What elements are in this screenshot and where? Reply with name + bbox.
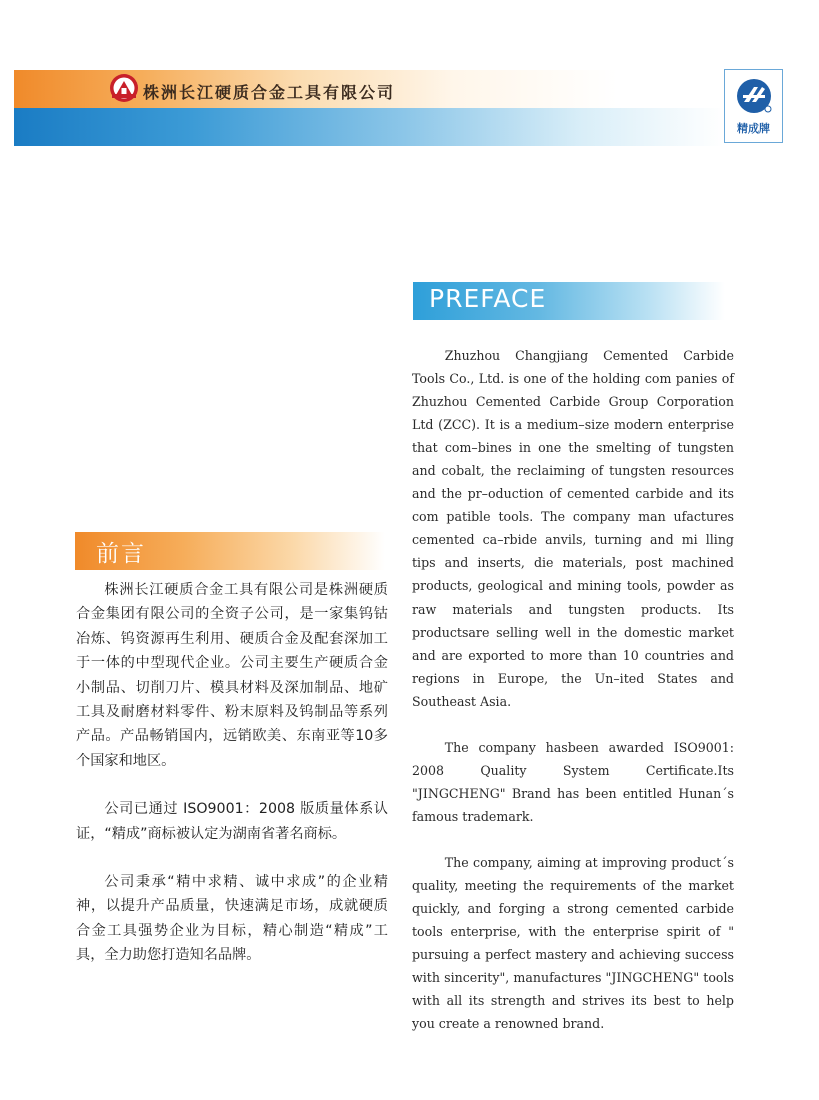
- qianyan-heading: 前言: [96, 541, 146, 567]
- jingcheng-brand-icon: [736, 78, 772, 114]
- brand-logo: [724, 69, 783, 143]
- preface-paragraph: The company, aiming at improving product´s quality, meeting the requirements of the market quickly, and forging a strong cemented carbide tools enterprise, with the enterprise spirit of " pursuing a perfect mastery and achieving success with sincerity", manufactures "JINGCHENG" tools with all its strength and strives its best to help you create a renowned brand.: [412, 854, 734, 1032]
- preface-paragraph: Zhuzhou Changjiang Cemented Carbide Tools Co., Ltd. is one of the holding com panies of Zhuzhou Cemented Carbide Group Corporation Ltd (ZCC). It is a medium–size modern enterprise that com–bines in one the smelting of tungsten and cobalt, the reclaiming of tungsten resources and the pr–oduction of cemented carbide and its com patible tools. The company man ufactures cemented ca–rbide anvils, turning and mi lling tips and inserts, die materials, post machined products, geological and mining tools, powder as raw materials and tungsten products. Its productsare selling well in the domestic market and are exported to more than 10 countries and regions in Europe, the Un–ited States and Southeast Asia.: [412, 348, 734, 709]
- preface-heading: PREFACE: [429, 284, 547, 313]
- company-logo-icon: [109, 73, 139, 103]
- brand-label: 精成牌: [737, 122, 770, 135]
- qianyan-paragraph: 公司秉承“精中求精、诚中求成”的企业精神，以提升产品质量，快速满足市场，成就硬质合金工具强势企业为目标，精心制造“精成”工具，全力助您打造知名品牌。: [76, 874, 388, 964]
- preface-body: [412, 344, 734, 1035]
- preface-paragraph: The company hasbeen awarded ISO9001: 2008 Quality System Certificate.Its "JINGCHENG" Brand has been entitled Hunan´s famous trademark.: [412, 739, 734, 824]
- header-blue-stripe: [14, 108, 724, 146]
- company-name: 株洲长江硬质合金工具有限公司: [143, 83, 396, 102]
- qianyan-paragraph: 公司已通过 ISO9001：2008 版质量体系认证，“精成”商标被认定为湖南省著名商标。: [76, 801, 388, 842]
- qianyan-paragraph: 株洲长江硬质合金工具有限公司是株洲硬质合金集团有限公司的全资子公司，是一家集钨钴冶炼、钨资源再生利用、硬质合金及配套深加工于一体的中型现代企业。公司主要生产硬质合金小制品、切削刀片、模具材料及深加制品、地矿工具及耐磨材料零件、粉末原料及钨制品等系列产品。产品畅销国内，远销欧美、东南亚等10多个国家和地区。: [76, 582, 388, 769]
- qianyan-body: [76, 578, 388, 968]
